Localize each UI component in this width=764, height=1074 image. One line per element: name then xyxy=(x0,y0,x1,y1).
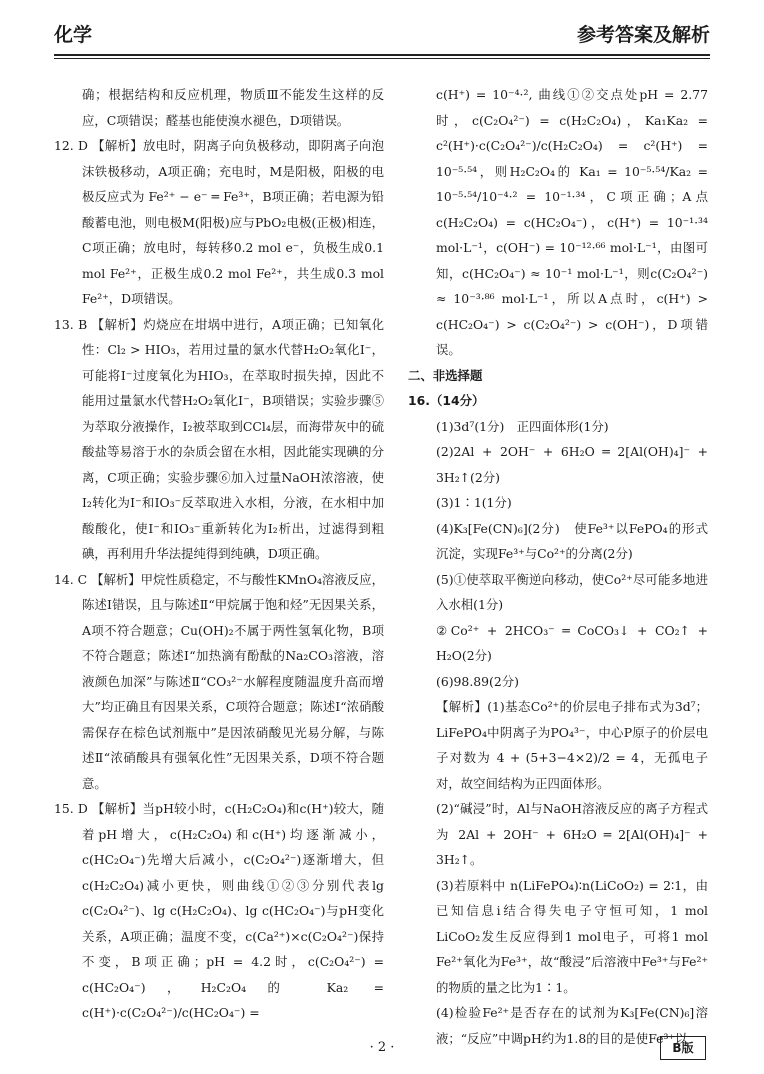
paragraph: ②Co²⁺ + 2HCO₃⁻ ═ CoCO₃↓ + CO₂↑ + H₂O(2分) xyxy=(436,622,708,663)
paragraph: (3)1∶1(1分) xyxy=(436,495,512,510)
header-rule-thin xyxy=(54,58,710,59)
paragraph: 【解析】(1)基态Co²⁺的价层电子排布式为3d⁷；LiFePO₄中阴离子为PO₄³⁻，中心P原子的价层电子对数为 4 + (5+3−4×2)/2 = 4，无孤电子对，故空间结构为正四面体形。 xyxy=(436,699,708,791)
paragraph: (5)①使萃取平衡逆向移动，使Co²⁺尽可能多地进入水相(1分) xyxy=(436,571,708,612)
paragraph: c(H⁺) = 10⁻⁴·², 曲线①②交点处pH = 2.77时，c(C₂O₄²⁻) = c(H₂C₂O₄)，Ka₁Ka₂ = c²(H⁺)·c(C₂O₄²⁻)/c(H₂C₂O₄) = c²(H⁺) = 10⁻⁵·⁵⁴，则H₂C₂O₄的 Ka₁ = 10⁻⁵·⁵⁴/Ka₂ = 10⁻⁵·⁵⁴/10⁻⁴·² = 10⁻¹·³⁴，C项正确；A点c(H₂C₂O₄) = c(HC₂O₄⁻)，c(H⁺) = 10⁻¹·³⁴ mol·L⁻¹，c(OH⁻) = 10⁻¹²·⁶⁶ mol·L⁻¹，由图可知，c(HC₂O₄⁻) ≈ 10⁻¹ mol·L⁻¹，则c(C₂O₄²⁻) ≈ 10⁻³·⁸⁶ mol·L⁻¹，所以A点时，c(H⁺) > c(HC₂O₄⁻) > c(C₂O₄²⁻) > c(OH⁻)，D项错误。 xyxy=(436,87,708,357)
paragraph: 16.（14分） xyxy=(408,393,485,408)
paragraph: 二、非选择题 xyxy=(408,367,483,383)
left-column xyxy=(54,82,384,1026)
paragraph: 确；根据结构和反应机理，物质Ⅲ不能发生这样的反应，C项错误；醛基也能使溴水褪色，D项错误。 xyxy=(82,87,384,128)
page-number: · 2 · xyxy=(369,1040,395,1055)
paragraph: (6)98.89(2分) xyxy=(436,673,519,689)
section-title: 参考答案及解析 xyxy=(576,24,710,46)
header-rule xyxy=(54,54,710,56)
paragraph: (2)“碱浸”时，Al与NaOH溶液反应的离子方程式为 2Al + 2OH⁻ + 6H₂O ═ 2[Al(OH)₄]⁻ + 3H₂↑。 xyxy=(436,801,708,867)
paragraph: 15. D 【解析】当pH较小时，c(H₂C₂O₄)和c(H⁺)较大，随着pH增大，c(H₂C₂O₄)和c(H⁺)均逐渐减小，c(HC₂O₄⁻)先增大后减小，c(C₂O₄²⁻)逐渐增大，但c(H₂C₂O₄)减小更快，则曲线①②③分别代表lg c(C₂O₄²⁻)、lg c(H₂C₂O₄)、lg c(HC₂O₄⁻)与pH变化关系，A项正确；温度不变，c(Ca²⁺)×c(C₂O₄²⁻)保持不变，B项正确；pH = 4.2时，c(C₂O₄²⁻) = c(HC₂O₄⁻)，H₂C₂O₄的 Ka₂ = c(H⁺)·c(C₂O₄²⁻)/c(HC₂O₄⁻) = xyxy=(54,801,384,1020)
paragraph: 13. B 【解析】灼烧应在坩埚中进行，A项正确；已知氧化性：Cl₂ > HIO₃，若用过量的氯水代替H₂O₂氧化I⁻，可能将I⁻过度氧化为HIO₃，在萃取时损失掉，因此不能用过量氯水代替H₂O₂氧化I⁻，B项错误；实验步骤⑤为萃取分液操作，I₂被萃取到CCl₄层，而海带灰中的硫酸盐等易溶于水的杂质会留在水相，因此能实现碘的分离，C项正确；实验步骤⑥加入过量NaOH浓溶液，使I₂转化为I⁻和IO₃⁻反萃取进入水相，分液，在水相中加酸酸化，使I⁻和IO₃⁻重新转化为I₂析出，过滤得到粗碘，再利用升华法提纯得到纯碘，D项正确。 xyxy=(54,316,384,561)
paragraph: (2)2Al + 2OH⁻ + 6H₂O ═ 2[Al(OH)₄]⁻ + 3H₂↑(2分) xyxy=(436,444,708,485)
paragraph: (4)K₃[Fe(CN)₆](2分) 使Fe³⁺以FePO₄的形式沉淀，实现Fe³⁺与Co²⁺的分离(2分) xyxy=(436,520,708,561)
subject-title: 化学 xyxy=(54,24,93,46)
paragraph: (1)3d⁷(1分) 正四面体形(1分) xyxy=(436,418,609,434)
page-header xyxy=(54,14,710,58)
paragraph: 14. C 【解析】甲烷性质稳定，不与酸性KMnO₄溶液反应，陈述Ⅰ错误，且与陈述Ⅱ“甲烷属于饱和烃”无因果关系，A项不符合题意；Cu(OH)₂不属于两性氢氧化物，B项不符合题意；陈述Ⅰ“加热滴有酚酞的Na₂CO₃溶液，溶液颜色加深”与陈述Ⅱ“CO₃²⁻水解程度随温度升高而增大”均正确且有因果关系，C项符合题意；陈述Ⅰ“浓硝酸需保存在棕色试剂瓶中”是因浓硝酸见光易分解，与陈述Ⅱ“浓硝酸具有强氧化性”无因果关系，D项不符合题意。 xyxy=(54,571,384,791)
paragraph: (4)检验Fe²⁺是否存在的试剂为K₃[Fe(CN)₆]溶液；“反应”中调pH约为1.8的目的是使Fe³⁺以 xyxy=(436,1005,708,1046)
edition-badge: B版 xyxy=(660,1036,706,1060)
right-column xyxy=(408,82,708,1051)
paragraph: 12. D 【解析】放电时，阴离子向负极移动，即阴离子向泡沫铁极移动，A项正确；充电时，M是阳极，阳极的电极反应式为 Fe²⁺ − e⁻ ═ Fe³⁺，B项正确；若电源为铅酸蓄电池，则电极M(阳极)应与PbO₂电极(正极)相连，C项正确；放电时，每转移0.2 mol e⁻，负极生成0.1 mol Fe²⁺，正极生成0.2 mol Fe²⁺，共生成0.3 mol Fe²⁺，D项错误。 xyxy=(54,138,384,306)
paragraph: (3)若原料中 n(LiFePO₄)∶n(LiCoO₂) = 2∶1，由已知信息ⅰ结合得失电子守恒可知，1 mol LiCoO₂发生反应得到1 mol电子，可将1 mol Fe²⁺氧化为Fe³⁺，故“酸浸”后溶液中Fe³⁺与Fe²⁺的物质的量之比为1∶1。 xyxy=(436,877,708,995)
